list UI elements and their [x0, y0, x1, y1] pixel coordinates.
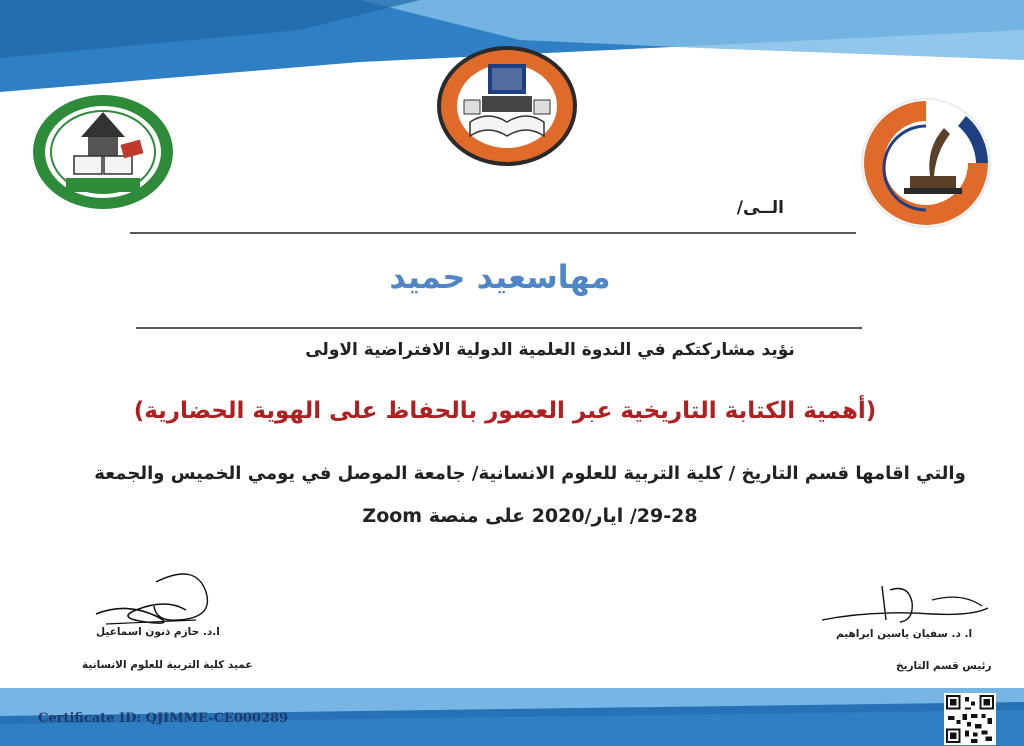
qr-code-icon	[944, 693, 996, 745]
dean-name: ا.د. حازم ذنون اسماعيل	[96, 626, 220, 638]
department-head-title: رئيس قسم التاريخ	[896, 660, 992, 672]
divider-line-bottom	[136, 327, 862, 329]
history-department-quill-icon	[856, 96, 996, 230]
to-label: الــى/	[736, 198, 784, 218]
participation-statement: نؤيد مشاركتكم في الندوة العلمية الدولية الافتراضية الاولى	[305, 340, 795, 360]
college-emblem-left-icon	[30, 92, 176, 212]
divider-line-top	[130, 232, 856, 234]
certificate-id: Certificate ID: QJIMME-CE000289	[38, 711, 289, 726]
department-head-name: ا. د. سفيان ياسين ابراهيم	[836, 628, 973, 640]
dean-title: عميد كلية التربية للعلوم الانسانية	[82, 659, 253, 671]
recipient-name: مهاسعيد حميد	[389, 258, 611, 296]
date-platform-statement: 29-28/ ايار/2020 على منصة Zoom	[362, 505, 698, 527]
organizer-statement: والتي اقامها قسم التاريخ / كلية التربية للعلوم الانسانية/ جامعة الموصل في يومي الخميس والجمعة	[94, 463, 966, 484]
seminar-topic-title: (أهمية الكتابة التاريخية عبر العصور بالحفاظ على الهوية الحضارية)	[133, 398, 877, 424]
university-seal-center-icon	[436, 44, 578, 168]
